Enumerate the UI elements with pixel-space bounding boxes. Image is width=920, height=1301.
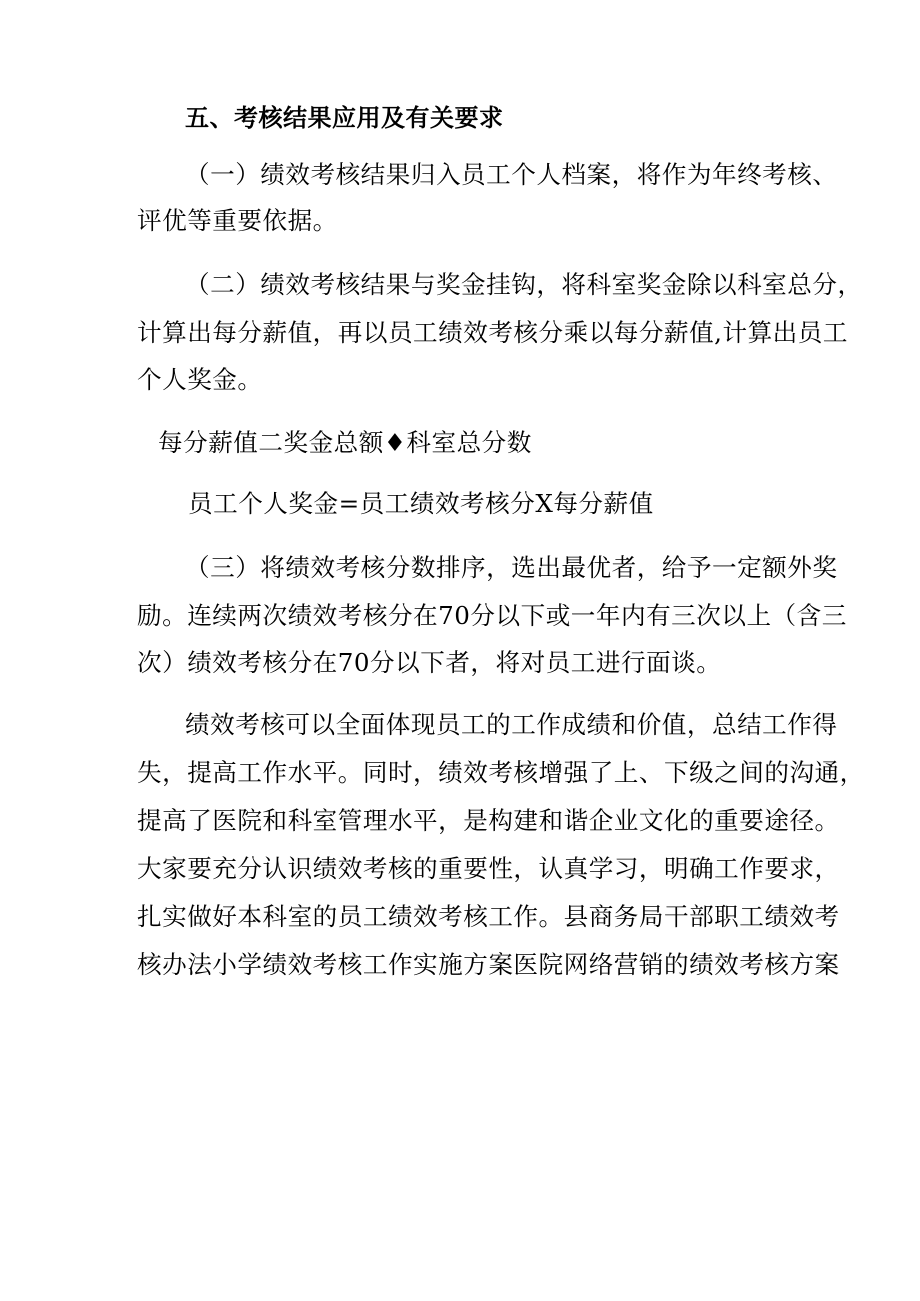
paragraph-3-line-2: 励。连续两次绩效考核分在70分以下或一年内有三次以上（含三: [137, 601, 847, 630]
formula-salary-per-point: 每分薪值二奖金总额♦科室总分数: [158, 428, 532, 457]
paragraph-2-line-2: 计算出每分薪值，再以员工绩效考核分乘以每分薪值,计算出员工: [137, 318, 848, 347]
paragraph-2-line-1: （二）绩效考核结果与奖金挂钩，将科室奖金除以科室总分，: [185, 270, 863, 299]
formula-personal-bonus: 员工个人奖金=员工绩效考核分X每分薪值: [188, 489, 654, 518]
section-heading: 五、考核结果应用及有关要求: [185, 104, 504, 132]
paragraph-2-line-3: 个人奖金。: [137, 365, 263, 394]
paragraph-4-line-4: 大家要充分认识绩效考核的重要性，认真学习，明确工作要求，: [137, 854, 840, 883]
paragraph-3-line-1: （三）将绩效考核分数排序，选出最优者，给予一定额外奖: [185, 553, 838, 582]
paragraph-1-line-1: （一）绩效考核结果归入员工个人档案，将作为年终考核、: [185, 160, 838, 189]
paragraph-4-line-5: 扎实做好本科室的员工绩效考核工作。县商务局干部职工绩效考: [137, 902, 840, 931]
paragraph-3-line-3: 次）绩效考核分在70分以下者，将对员工进行面谈。: [137, 648, 722, 677]
paragraph-4-line-2: 失，提高工作水平。同时，绩效考核增强了上、下级之间的沟通，: [137, 758, 865, 787]
paragraph-4-line-6: 核办法小学绩效考核工作实施方案医院网络营销的绩效考核方案: [137, 950, 840, 979]
paragraph-4-line-1: 绩效考核可以全面体现员工的工作成绩和价值，总结工作得: [185, 710, 838, 739]
paragraph-4-line-3: 提高了医院和科室管理水平，是构建和谐企业文化的重要途径。: [137, 806, 840, 835]
paragraph-1-line-2: 评优等重要依据。: [137, 206, 338, 235]
